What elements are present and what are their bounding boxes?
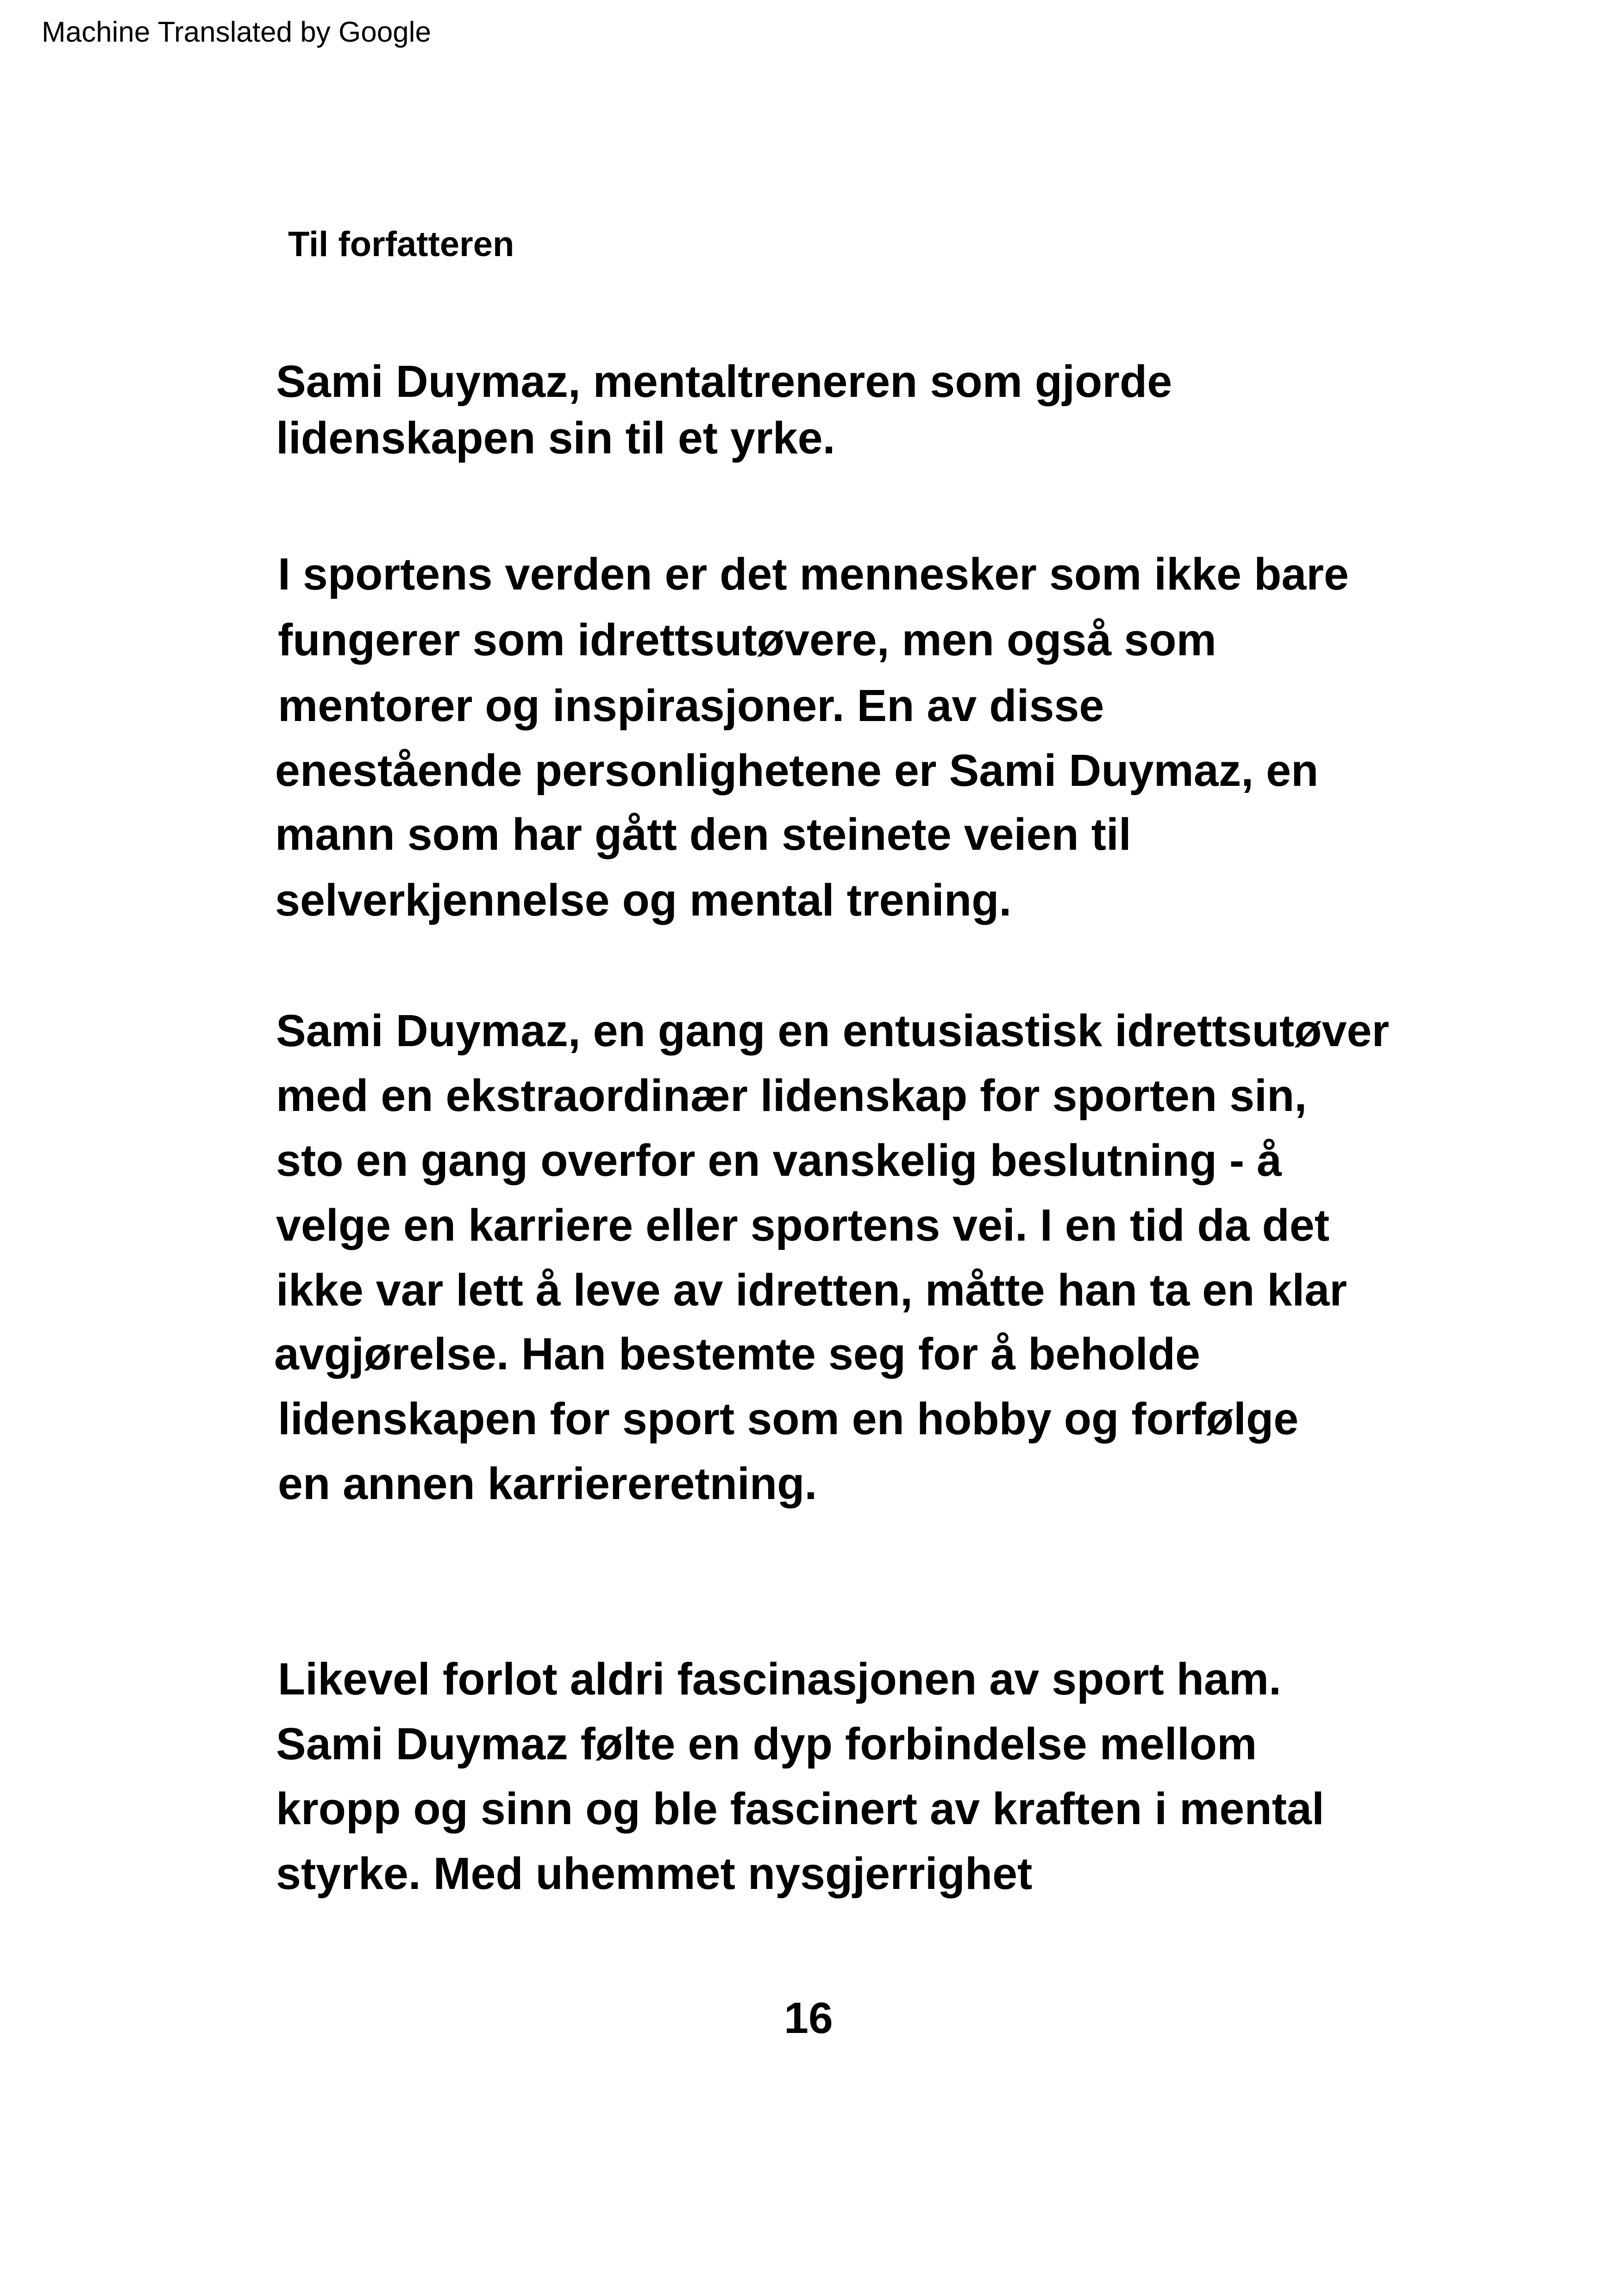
page-number: 16 [784,1994,833,2043]
paragraph-2-line: Sami Duymaz, en gang en entusiastisk idrettsutøver [276,1005,1390,1056]
paragraph-2-line: lidenskapen for sport som en hobby og forfølge [278,1393,1299,1444]
section-heading: Til forfatteren [288,225,514,264]
paragraph-2-line: velge en karriere eller sportens vei. I en tid da det [276,1200,1330,1250]
paragraph-2-line: en annen karriereretning. [278,1458,817,1509]
paragraph-2-line: ikke var lett å leve av idretten, måtte han ta en klar [276,1265,1347,1315]
paragraph-1-line: mentorer og inspirasjoner. En av disse [278,680,1104,731]
paragraph-1-line: enestående personlighetene er Sami Duymaz, en [275,745,1319,796]
paragraph-3-line: Likevel forlot aldri fascinasjonen av sport ham. [278,1654,1281,1704]
paragraph-1-line: I sportens verden er det mennesker som ikke bare [278,549,1349,599]
paragraph-3-line: styrke. Med uhemmet nysgjerrighet [276,1848,1033,1899]
paragraph-3-line: Sami Duymaz følte en dyp forbindelse mellom [276,1719,1257,1769]
paragraph-3-line: kropp og sinn og ble fascinert av kraften i mental [276,1783,1324,1834]
paragraph-2-line: avgjørelse. Han bestemte seg for å beholde [274,1329,1200,1379]
paragraph-2-line: sto en gang overfor en vanskelig beslutning - å [276,1135,1282,1186]
paragraph-2-line: med en ekstraordinær lidenskap for sporten sin, [276,1070,1307,1121]
title-line: Sami Duymaz, mentaltreneren som gjorde [276,356,1172,407]
paragraph-1-line: fungerer som idrettsutøvere, men også som [278,615,1216,665]
paragraph-1-line: mann som har gått den steinete veien til [275,809,1131,859]
title-line: lidenskapen sin til et yrke. [276,413,835,463]
paragraph-1-line: selverkjennelse og mental trening. [275,875,1012,925]
machine-translation-banner: Machine Translated by Google [42,16,431,48]
